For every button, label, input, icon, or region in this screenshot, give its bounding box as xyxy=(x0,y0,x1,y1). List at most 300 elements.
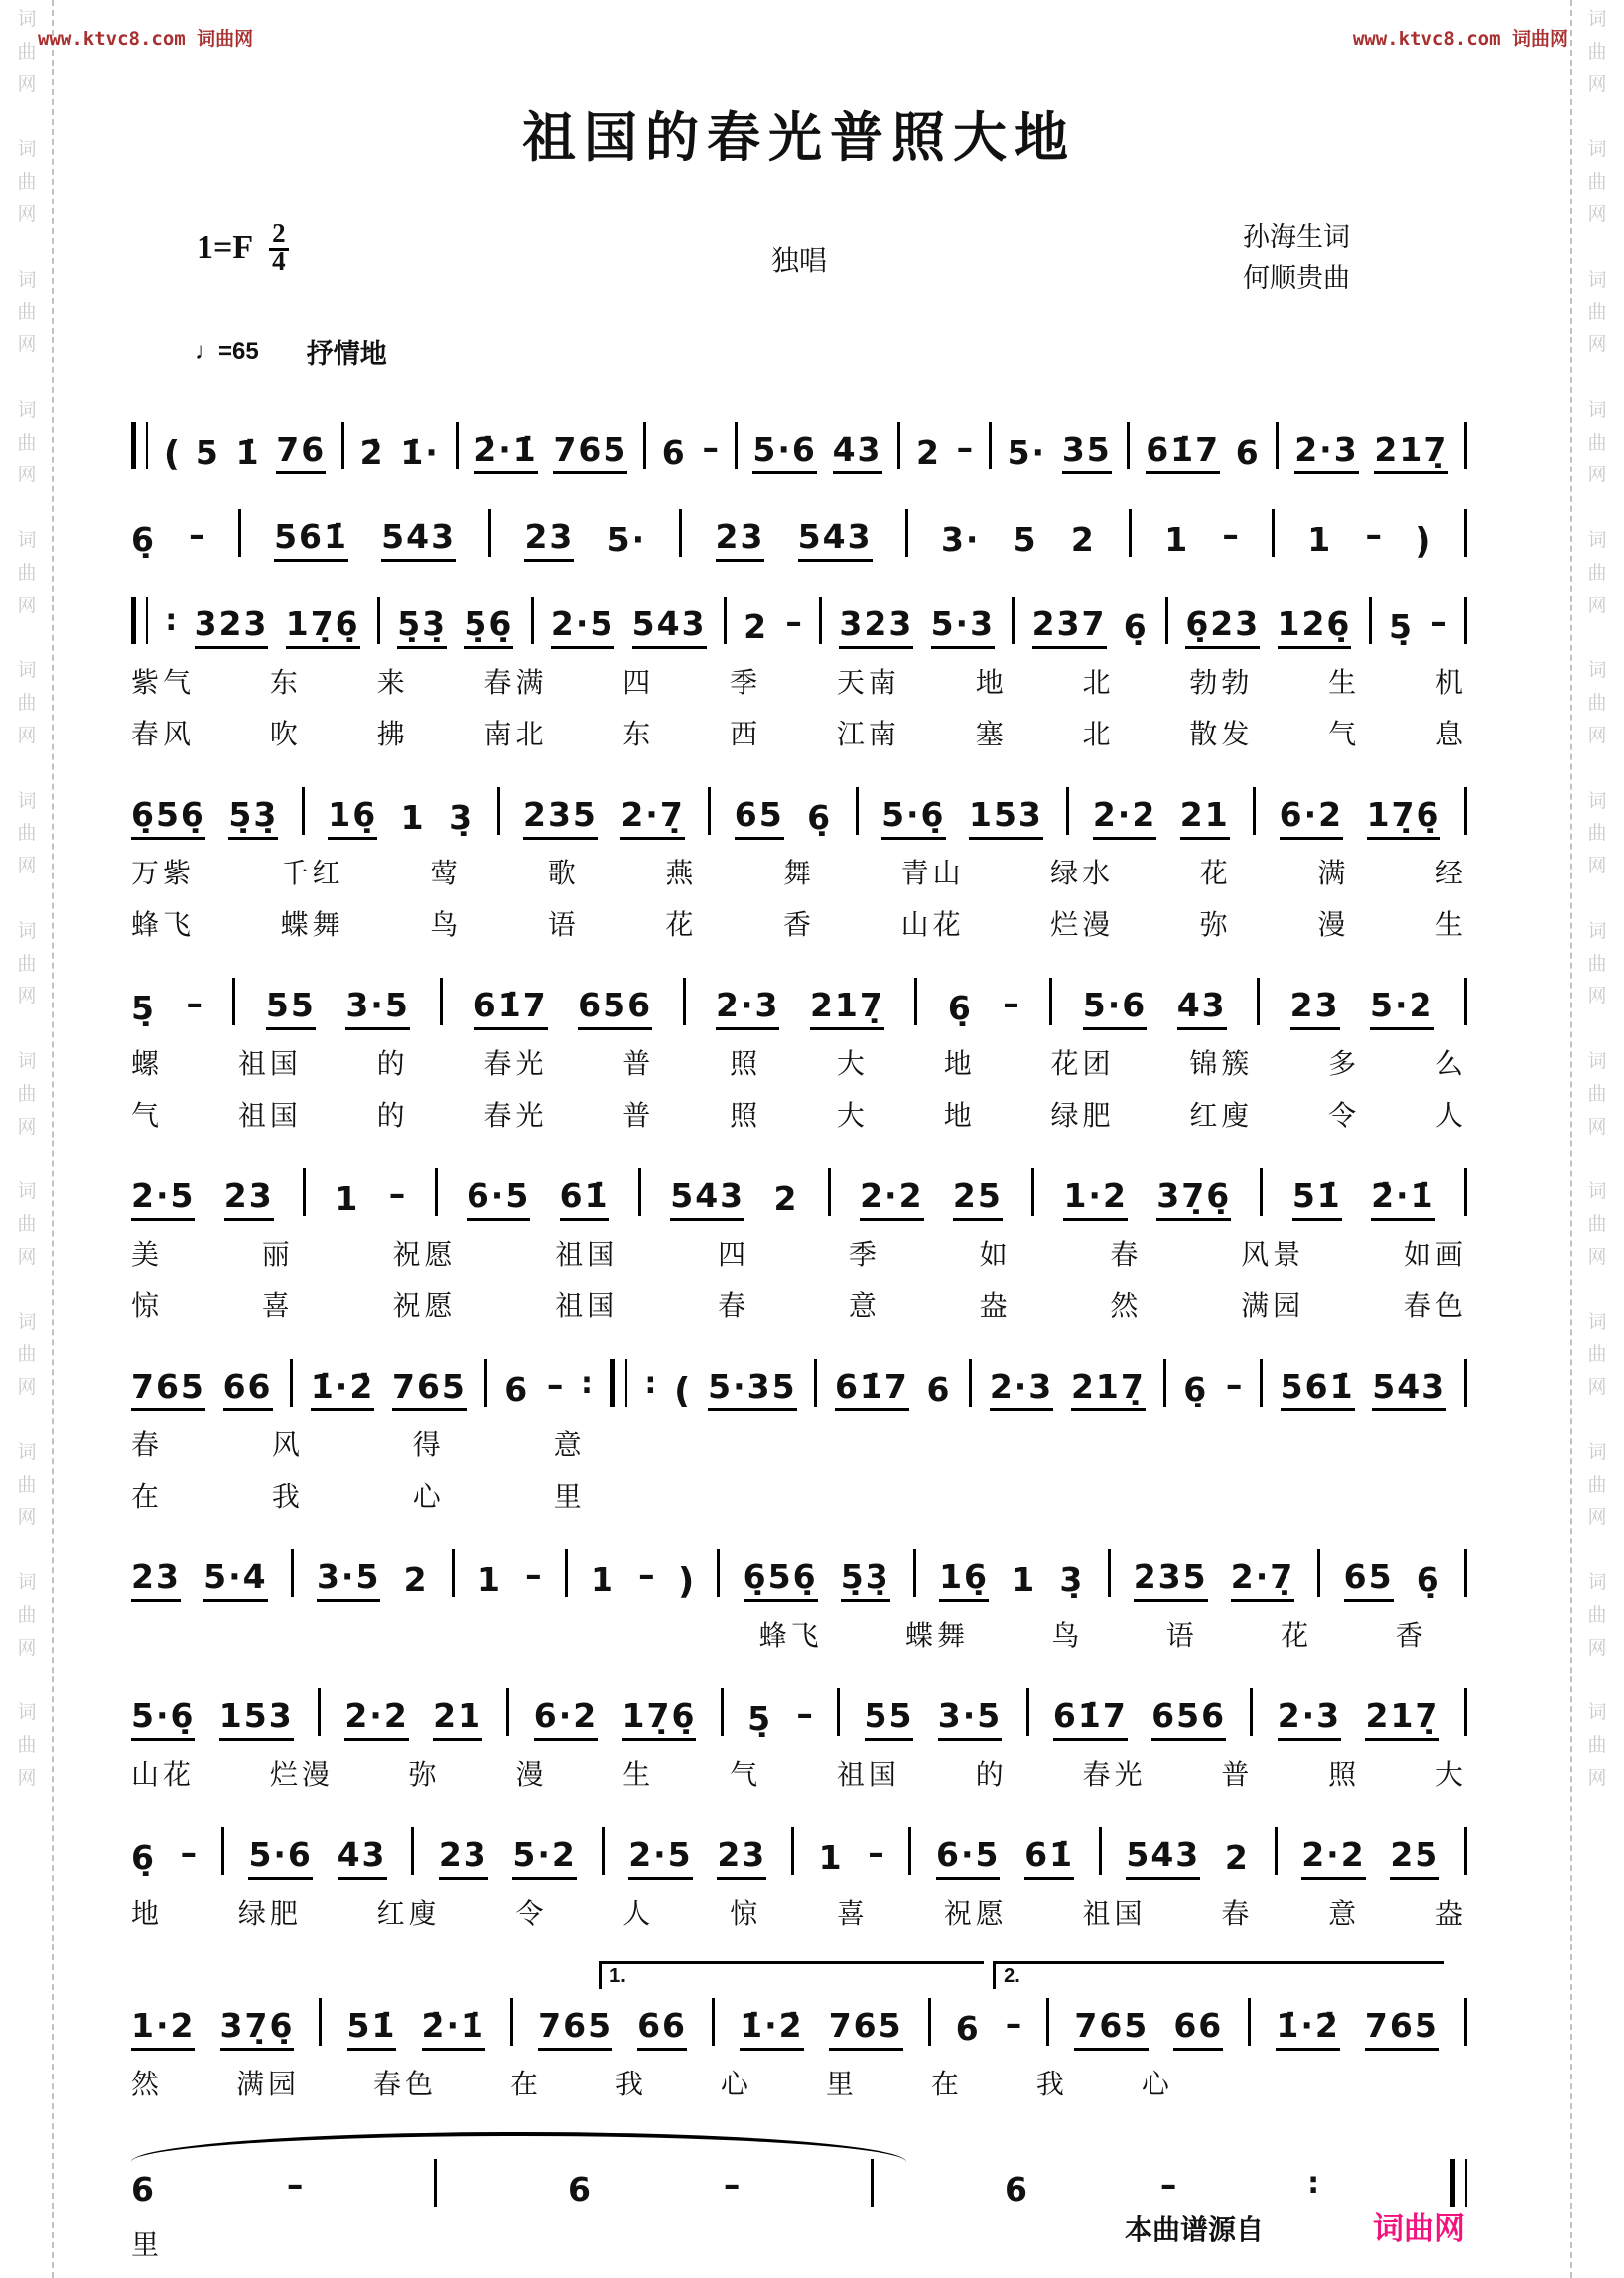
lyric-syllable: 息 xyxy=(1434,720,1467,750)
note-group: 6 xyxy=(661,433,687,472)
side-watermark-char: 曲 xyxy=(1587,562,1607,584)
side-watermark-char: 网 xyxy=(1587,595,1607,616)
lyric-syllable: 地 xyxy=(943,1049,976,1080)
note-group: 543 xyxy=(632,605,707,649)
music-system xyxy=(131,782,1467,943)
note-group: 1̇·2̇ xyxy=(740,2007,803,2051)
lyric-syllable: 鸟 xyxy=(1051,1621,1084,1652)
note-group: 5̣6̣ xyxy=(464,605,513,649)
lyric-syllable: 地 xyxy=(975,668,1008,699)
lyric-syllable: 蜂飞 xyxy=(131,910,196,941)
side-watermark-char: 曲 xyxy=(1587,302,1607,324)
barline xyxy=(819,597,822,644)
song-title: 祖国的春光普照大地 xyxy=(522,108,1076,168)
lyrics-row xyxy=(131,1475,586,1515)
lyric-syllable: 生 xyxy=(622,1760,655,1791)
lyric-syllable: 蝶舞 xyxy=(905,1621,970,1652)
lyric-syllable: 语 xyxy=(1165,1621,1198,1652)
barline xyxy=(456,422,459,469)
notation-row xyxy=(131,1544,1467,1602)
barline xyxy=(319,1998,322,2046)
note-group: 5·6 xyxy=(248,1836,312,1880)
side-watermark-char: 词 xyxy=(17,1051,37,1072)
barline xyxy=(510,1998,513,2046)
lyric-syllable: 大 xyxy=(836,1101,869,1132)
barline xyxy=(735,422,738,469)
lyric-syllable: 么 xyxy=(1434,1049,1467,1080)
lyric-syllable: 的 xyxy=(975,1760,1008,1791)
lyric-syllable: 里 xyxy=(825,2070,858,2100)
lyric-syllable: 千红 xyxy=(280,859,344,889)
barline xyxy=(377,597,380,644)
note-group: 1·2 xyxy=(1063,1177,1127,1221)
side-watermark-char: 词 xyxy=(17,1572,37,1593)
note-group: 16̣ xyxy=(939,1558,989,1602)
lyric-syllable: 盎 xyxy=(1434,1899,1467,1930)
side-watermark-char: 网 xyxy=(17,1507,37,1529)
note-group: 5·6̣ xyxy=(131,1697,195,1741)
side-watermark-char: 词 xyxy=(17,269,37,291)
music-system xyxy=(131,1683,1467,1793)
note-group: 6̣ xyxy=(947,989,973,1028)
barline xyxy=(1250,1688,1253,1736)
lyric-syllable: 漫 xyxy=(1317,910,1350,941)
side-watermark-char: 词 xyxy=(1587,1572,1607,1593)
lyric-syllable: 春色 xyxy=(1403,1291,1467,1322)
note-group: 25 xyxy=(953,1177,1003,1221)
lyric-syllable: 大 xyxy=(1434,1760,1467,1791)
lyric-syllable: 花 xyxy=(665,910,698,941)
note-group: 23 xyxy=(717,1836,766,1880)
side-watermark-char: 词 xyxy=(1587,920,1607,942)
note-group: 153 xyxy=(219,1697,294,1741)
lyric-syllable: 地 xyxy=(131,1899,164,1930)
duration-dash: – xyxy=(1430,603,1447,641)
lyrics-row xyxy=(131,1042,1467,1082)
side-watermark-char: 词 xyxy=(1587,139,1607,161)
side-watermark-char: 曲 xyxy=(1587,1735,1607,1756)
right-watermark-stack xyxy=(1572,0,1622,1823)
duration-dash: – xyxy=(546,1365,564,1404)
note-group: 21 xyxy=(433,1697,482,1741)
lyric-syllable: 花 xyxy=(1199,859,1232,889)
tempo-marking: ♩=65 xyxy=(195,337,259,365)
side-watermark-char: 曲 xyxy=(17,1214,37,1235)
lyric-syllable: 如画 xyxy=(1403,1240,1467,1271)
note-group: 5̣3̣ xyxy=(841,1558,890,1602)
barline xyxy=(717,1549,720,1597)
notation-row xyxy=(131,592,1467,649)
note-group: 23 xyxy=(224,1177,274,1221)
lyric-syllable: 令 xyxy=(515,1899,548,1930)
lyric-syllable: 得 xyxy=(412,1430,445,1461)
note-group: 5̣ xyxy=(131,989,156,1028)
barline xyxy=(1317,1549,1320,1597)
lyric-syllable: 我 xyxy=(1035,2070,1068,2100)
music-system xyxy=(131,504,1467,562)
begin-repeat-barline xyxy=(131,597,148,644)
side-watermark-char: 曲 xyxy=(1587,1474,1607,1496)
barline xyxy=(1369,597,1372,644)
duration-dash: – xyxy=(868,1833,884,1872)
note-group: 61̇ xyxy=(560,1177,609,1221)
note-group: 43 xyxy=(1177,987,1227,1030)
barline xyxy=(1464,509,1467,557)
note-group: 237 xyxy=(1032,605,1107,649)
lyric-syllable: 西 xyxy=(730,720,762,750)
note-group: 6̣ xyxy=(131,1838,156,1878)
note-group: 1 xyxy=(1164,520,1190,560)
music-system xyxy=(131,1163,1467,1324)
note-group: 323 xyxy=(195,605,269,649)
lyric-syllable: 万紫 xyxy=(131,859,196,889)
note-group: 6 xyxy=(504,1370,530,1409)
note-group: 66 xyxy=(637,2007,687,2051)
barline xyxy=(1276,422,1279,469)
lyrics-row xyxy=(131,1753,1467,1793)
lyric-syllable: 我 xyxy=(271,1482,304,1513)
duration-dash: – xyxy=(956,428,974,467)
notation-row xyxy=(131,1163,1467,1221)
barline xyxy=(1260,1359,1263,1407)
duration-dash: – xyxy=(702,428,719,467)
barline xyxy=(712,1998,715,2046)
note-group: 5·35 xyxy=(708,1368,796,1411)
note-group: 43 xyxy=(833,431,882,474)
lyric-syllable: 气 xyxy=(1328,720,1361,750)
note-group: 765 xyxy=(538,2007,612,2051)
lyric-syllable: 蝶舞 xyxy=(280,910,344,941)
side-watermark-char: 词 xyxy=(17,1441,37,1463)
lyric-syllable: 生 xyxy=(1328,668,1361,699)
composer-credit: 何顺贵曲 xyxy=(1243,262,1350,293)
side-watermark-char: 网 xyxy=(17,203,37,225)
side-watermark-char: 曲 xyxy=(17,693,37,714)
duration-dash: – xyxy=(388,1174,406,1213)
lyric-syllable: 语 xyxy=(547,910,580,941)
time-signature-denominator: 4 xyxy=(272,246,286,277)
side-watermark-char: 曲 xyxy=(1587,432,1607,454)
note-group: 2 xyxy=(1070,520,1096,560)
barline xyxy=(1066,787,1069,835)
barline xyxy=(435,1168,438,1216)
side-watermark-char: 词 xyxy=(1587,1702,1607,1724)
barline xyxy=(1026,1688,1029,1736)
lyric-syllable: 春 xyxy=(131,1430,164,1461)
lyric-syllable: 螺 xyxy=(131,1049,164,1080)
lyric-syllable: 普 xyxy=(622,1049,655,1080)
lyric-syllable: 喜 xyxy=(261,1291,294,1322)
note-group: 3· xyxy=(940,520,981,560)
note-group: 217̣ xyxy=(1374,431,1448,474)
note-group: 235 xyxy=(523,796,598,840)
lyric-syllable: 香 xyxy=(782,910,815,941)
lyric-syllable: 大 xyxy=(836,1049,869,1080)
note-group: 6̣ xyxy=(807,798,833,838)
note-group: 6·2 xyxy=(1280,796,1343,840)
lyric-syllable: 祝愿 xyxy=(392,1291,457,1322)
note-group: 217̣ xyxy=(1071,1368,1146,1411)
side-watermark-char: 网 xyxy=(17,856,37,876)
side-watermark-char: 词 xyxy=(1587,269,1607,291)
note-group: 76 xyxy=(276,431,326,474)
barline xyxy=(828,1168,831,1216)
barline xyxy=(1257,978,1260,1025)
lyric-syllable: 花 xyxy=(1281,1621,1313,1652)
barline xyxy=(290,1359,293,1407)
side-watermark-char: 曲 xyxy=(1587,1604,1607,1626)
lyrics-row xyxy=(759,1614,1427,1654)
phrase-parenthesis: ) xyxy=(1415,521,1431,562)
note-group: 1 xyxy=(818,1838,844,1878)
note-group: 2 xyxy=(744,607,769,647)
barline xyxy=(411,1827,414,1875)
side-watermark-char: 曲 xyxy=(17,1735,37,1756)
lyric-syllable: 机 xyxy=(1434,668,1467,699)
barline xyxy=(1012,597,1015,644)
lyric-syllable: 然 xyxy=(1110,1291,1143,1322)
note-group: 5·4 xyxy=(203,1558,267,1602)
note-group: 5·2 xyxy=(1370,987,1433,1030)
note-group: 6̣23 xyxy=(1185,605,1260,649)
barline xyxy=(1464,1998,1467,2046)
duration-dash: – xyxy=(1222,515,1239,554)
lyric-syllable: 绿水 xyxy=(1050,859,1115,889)
barline xyxy=(1049,978,1052,1025)
footer xyxy=(1125,2204,1465,2248)
barline xyxy=(221,1827,224,1875)
lyric-syllable: 意 xyxy=(848,1291,880,1322)
lyric-syllable: 勃勃 xyxy=(1189,668,1254,699)
barline xyxy=(856,787,859,835)
side-watermark-char: 网 xyxy=(1587,1116,1607,1138)
barline xyxy=(989,422,992,469)
note-group: 17̣6̣ xyxy=(1367,796,1441,840)
lyric-syllable: 四 xyxy=(622,668,655,699)
note-group: 51̇ xyxy=(1292,1177,1342,1221)
note-group: 2·2 xyxy=(344,1697,408,1741)
barline xyxy=(871,2159,874,2207)
lyric-syllable: 春光 xyxy=(483,1049,548,1080)
lyric-syllable: 的 xyxy=(376,1049,409,1080)
notation-row xyxy=(131,973,1467,1030)
music-system xyxy=(131,973,1467,1134)
lyrics-row xyxy=(131,2063,1173,2102)
side-watermark-char: 网 xyxy=(1587,335,1607,355)
lyric-syllable: 风 xyxy=(271,1430,304,1461)
lyric-syllable: 然 xyxy=(131,2070,164,2100)
note-group: 6̣ xyxy=(1123,607,1149,647)
note-group: 1̇·2̇ xyxy=(311,1368,374,1411)
note-group: 61̇7 xyxy=(474,987,548,1030)
lyric-syllable: 绿肥 xyxy=(237,1899,302,1930)
note-group: 2̇·1̇ xyxy=(1371,1177,1434,1221)
side-watermark-char: 词 xyxy=(17,530,37,551)
note-group: 37̣6̣ xyxy=(220,2007,295,2051)
barline xyxy=(488,509,491,557)
note-group: 5·3 xyxy=(931,605,995,649)
note-group: 6̣ xyxy=(1183,1370,1209,1409)
end-repeat-barline xyxy=(1450,2159,1467,2207)
lyric-syllable: 散发 xyxy=(1189,720,1254,750)
lyrics-row xyxy=(131,903,1467,943)
lyric-syllable: 东 xyxy=(622,720,655,750)
barline xyxy=(708,787,711,835)
lyric-syllable: 锦簇 xyxy=(1189,1049,1254,1080)
barline xyxy=(814,1359,817,1407)
note-group: 2·3 xyxy=(1278,1697,1341,1741)
note-group: 1 xyxy=(591,1560,615,1600)
barline xyxy=(1464,422,1467,469)
lyric-syllable: 祝愿 xyxy=(392,1240,457,1271)
note-group: 2·7̣ xyxy=(620,796,684,840)
lyric-syllable: 气 xyxy=(131,1101,164,1132)
side-watermark-char: 曲 xyxy=(17,432,37,454)
duration-dash: – xyxy=(189,515,205,554)
note-group: 5·6̣ xyxy=(881,796,945,840)
lyric-syllable: 山花 xyxy=(900,910,965,941)
note-group: 323 xyxy=(839,605,913,649)
lyric-syllable: 满园 xyxy=(235,2070,300,2100)
lyric-syllable: 令 xyxy=(1328,1101,1361,1132)
double-barline xyxy=(131,422,148,469)
barline xyxy=(1031,1168,1034,1216)
lyric-syllable: 普 xyxy=(1221,1760,1254,1791)
note-group: 543 xyxy=(798,518,873,562)
note-group: 765 xyxy=(829,2007,903,2051)
lyric-syllable: 祖国 xyxy=(836,1760,900,1791)
lyric-syllable: 烂漫 xyxy=(1050,910,1115,941)
lyric-syllable: 在 xyxy=(131,1482,164,1513)
lyric-syllable: 照 xyxy=(1328,1760,1361,1791)
note-group: 6̣ xyxy=(131,520,156,560)
repeat-dots: : xyxy=(644,1365,657,1401)
side-watermark-char: 词 xyxy=(1587,530,1607,551)
phrase-parenthesis: ( xyxy=(163,434,181,474)
lyric-syllable: 拂 xyxy=(376,720,409,750)
lyric-syllable: 红廋 xyxy=(376,1899,441,1930)
notation-row xyxy=(131,1993,1467,2051)
barline xyxy=(638,1168,641,1216)
note-group: 21 xyxy=(1180,796,1230,840)
note-group: 2·2 xyxy=(860,1177,923,1221)
lyrics-row xyxy=(131,661,1467,701)
side-watermark-char: 词 xyxy=(17,399,37,421)
side-watermark-char: 曲 xyxy=(17,1474,37,1496)
lyric-syllable: 人 xyxy=(622,1899,655,1930)
lyric-syllable: 季 xyxy=(730,668,762,699)
lyric-syllable: 照 xyxy=(730,1049,762,1080)
footer-source-text: 本曲谱源自 xyxy=(1124,2214,1264,2245)
barline xyxy=(1272,509,1275,557)
barline xyxy=(232,978,235,1025)
lyricist-credit: 孙海生词 xyxy=(1243,222,1350,252)
note-group: 5·6 xyxy=(752,431,816,474)
lyric-syllable: 祖国 xyxy=(237,1049,302,1080)
side-watermark-char: 网 xyxy=(1587,856,1607,876)
note-group: 61̇7 xyxy=(1053,1697,1128,1741)
barline xyxy=(1248,1998,1251,2046)
barline xyxy=(905,509,908,557)
side-watermark-char: 网 xyxy=(1587,465,1607,486)
note-group: 2 xyxy=(915,433,941,472)
barline xyxy=(1099,1827,1102,1875)
side-watermark-char: 词 xyxy=(17,1181,37,1203)
lyric-syllable: 来 xyxy=(376,668,409,699)
barline xyxy=(341,422,344,469)
lyrics-row xyxy=(131,1892,1467,1932)
lyric-syllable: 吹 xyxy=(269,720,302,750)
side-watermark-char: 曲 xyxy=(1587,1083,1607,1105)
side-watermark-char: 词 xyxy=(1587,1311,1607,1333)
duration-dash: – xyxy=(723,2165,741,2204)
note-group: 765 xyxy=(392,1368,467,1411)
side-watermark-char: 词 xyxy=(17,139,37,161)
note-group: 1 xyxy=(335,1179,360,1219)
repeat-dots: : xyxy=(581,1365,594,1401)
note-group: 65 xyxy=(735,796,784,840)
note-group: 6 xyxy=(568,2170,593,2210)
barline xyxy=(440,978,443,1025)
note-group: 3·5 xyxy=(938,1697,1002,1741)
duration-dash: – xyxy=(796,1694,813,1733)
note-group: 5̣3̣ xyxy=(397,605,447,649)
lyric-syllable: 在 xyxy=(509,2070,542,2100)
lyric-syllable: 弥 xyxy=(408,1760,441,1791)
note-group: 23 xyxy=(524,518,574,562)
note-group: 561̇ xyxy=(1281,1368,1355,1411)
side-watermark-char: 曲 xyxy=(1587,953,1607,975)
notation-row xyxy=(131,417,1467,474)
side-watermark-char: 网 xyxy=(17,1767,37,1789)
lyric-syllable: 北 xyxy=(1082,668,1115,699)
side-watermark-char: 曲 xyxy=(1587,1214,1607,1235)
note-group: 61̇7 xyxy=(1146,431,1220,474)
barline xyxy=(1464,1688,1467,1736)
lyric-syllable: 春色 xyxy=(372,2070,437,2100)
note-group: 765 xyxy=(1074,2007,1149,2051)
note-group: 5 xyxy=(1013,520,1038,560)
barline xyxy=(928,1998,931,2046)
barline xyxy=(1163,1359,1166,1407)
lyric-syllable: 气 xyxy=(730,1760,762,1791)
note-group: 37̣6̣ xyxy=(1156,1177,1231,1221)
barline xyxy=(969,1359,972,1407)
score-meta-row xyxy=(131,215,1467,315)
lyric-syllable: 烂漫 xyxy=(269,1760,334,1791)
barline xyxy=(643,422,646,469)
duration-dash: – xyxy=(186,984,203,1022)
note-group: 23 xyxy=(439,1836,488,1880)
notation-row xyxy=(131,1354,1467,1411)
lyric-syllable: 在 xyxy=(930,2070,963,2100)
lyric-syllable: 天南 xyxy=(836,668,900,699)
barline xyxy=(1253,787,1256,835)
note-group: 217̣ xyxy=(1365,1697,1439,1741)
lyric-syllable: 香 xyxy=(1395,1621,1427,1652)
lyric-syllable: 春风 xyxy=(131,720,196,750)
note-group: 55 xyxy=(865,1697,914,1741)
note-group: 5·2 xyxy=(512,1836,576,1880)
note-group: 765 xyxy=(553,431,627,474)
lyric-syllable: 里 xyxy=(131,2230,164,2261)
side-watermark-char: 网 xyxy=(1587,1767,1607,1789)
side-watermark-char: 词 xyxy=(1587,660,1607,682)
lyric-syllable: 紫气 xyxy=(131,668,196,699)
note-group: 6 xyxy=(131,2170,156,2210)
note-group: 6̣56̣ xyxy=(131,796,205,840)
notation-row xyxy=(131,1683,1467,1741)
